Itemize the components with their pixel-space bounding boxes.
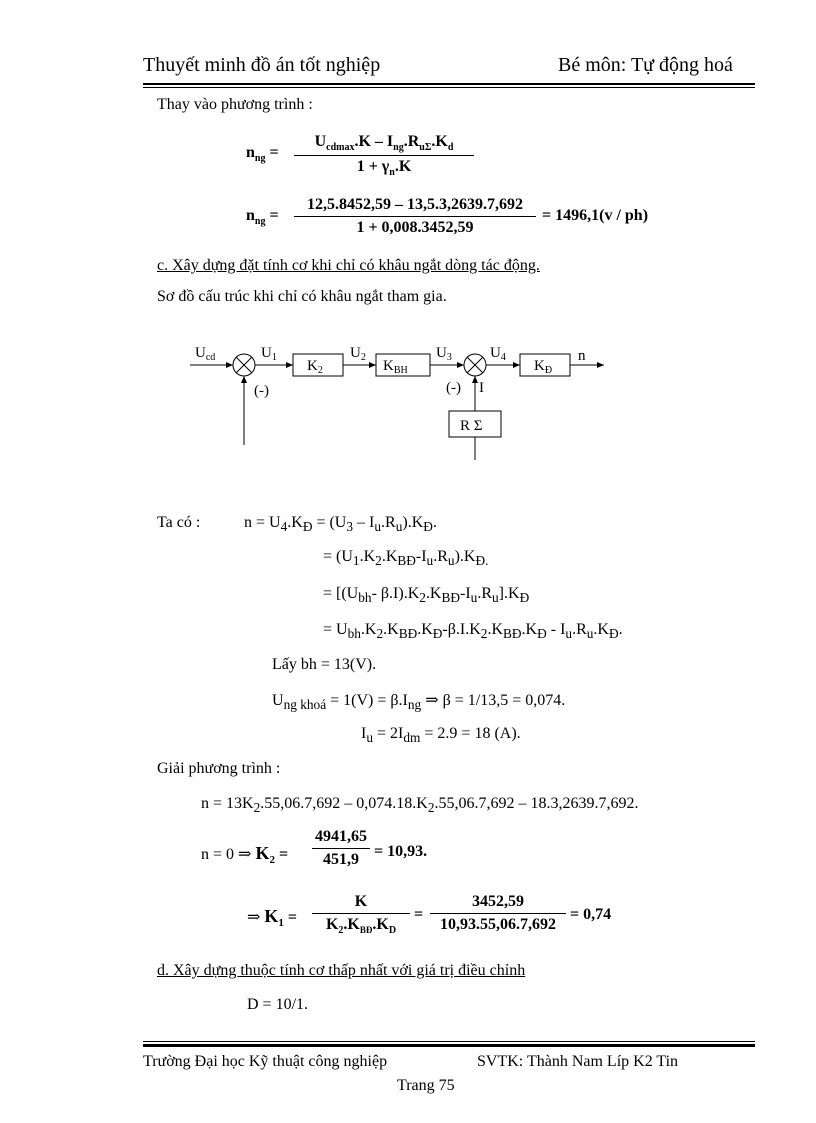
label-current-i: I (479, 380, 484, 396)
k1-lhs: ⇒ $K_1$ = (247, 906, 298, 930)
label-kbh: $K_{BH}$ (383, 358, 408, 376)
derivation-line-3: = [($U_{bh}-$ $\beta.I).K_2.K_{BĐ}-I_u.R_u].K_Đ$ (323, 585, 530, 606)
section-d-text: D = 10/1. (247, 996, 309, 1013)
section-d-heading: d. Xây dựng thuộc tính cơ thấp nhất với giá trị điều chỉnh (157, 962, 526, 979)
block-diagram (190, 335, 610, 460)
derivation-line-6: $U_{ng khoá} = 1(V) = \beta.I_{ng}$ ⇒ β = 1/13,5 = 0,074. (272, 692, 566, 713)
eq2-lhs: $n_{ng}$ = (246, 207, 279, 228)
label-kd: $K_Đ$ (534, 358, 553, 376)
header-right: Bé môn: Tự động hoá (558, 54, 733, 76)
derivation-line-2: = $(U_1.K_2.K_{BĐ}-I_u.R_u).K_{Đ.}$ (323, 548, 489, 569)
label-k2: $K_2$ (307, 358, 323, 376)
solve-equation: $n = 13K_2.55,06.7,692 - 0,074.18.K_2.55,06.7,692 - 18.3,2639.7,692$. (201, 795, 639, 816)
eq1-fraction: $U_{cdmax}.K - I_{ng}.R_{u\Sigma}.K_d$ $1 + \gamma_n.K$ (294, 133, 474, 178)
eq1-lhs: $n_{ng}$ = (246, 144, 279, 165)
eq2-result: = 1496,1(v / ph) (542, 207, 649, 224)
derivation-line-1: $n = U_4.K_Đ = (U_3 - I_u.R_u).K_Đ$. (244, 514, 437, 535)
section-c-heading: c. Xây dựng đặt tính cơ khi chỉ có khâu ngắt dòng tác động. (157, 257, 540, 274)
derivation-line-7: $I_u = 2I_{dm} = 2.9 = 18$ (A). (361, 725, 521, 746)
footer-rule-thin (143, 1041, 755, 1042)
header-rule-thin (143, 87, 755, 88)
k1-fraction-numeric: 3452,59 10,93.55,06.7,692 (430, 893, 566, 934)
k1-fraction-symbolic: K $K_2.K_{BĐ}.K_D$ (312, 893, 410, 936)
page-number: Trang 75 (397, 1077, 455, 1094)
derivation-label: Ta có : (157, 514, 201, 531)
derivation-line-4: = $U_{bh}.K_2.K_{BĐ}.K_Đ-\beta.I.K_2.K_{BĐ}.K_Đ - I_u.R_u.K_Đ$. (323, 621, 623, 642)
solve-label: Giải phương trình : (157, 760, 281, 777)
header-left: Thuyết minh đồ án tốt nghiệp (143, 54, 381, 76)
label-u4: $U_4$ (490, 345, 506, 363)
eq2-fraction: 12,5.8452,59 – 13,5.3,2639.7,692 1 + 0,008.3452,59 (294, 196, 536, 237)
k2-fraction: 4941,65 451,9 (312, 828, 370, 869)
label-u1: $U_1$ (261, 345, 277, 363)
section-c-text: Sơ đồ cấu trúc khi chỉ có khâu ngắt tham gia. (157, 288, 447, 305)
label-n: n (578, 348, 586, 364)
k1-equals: = (414, 906, 424, 923)
label-minus-1: (-) (254, 383, 269, 399)
derivation-line-5: Lấy bh = 13(V). (272, 656, 377, 673)
label-minus-2: (-) (446, 380, 461, 396)
k1-result: = 0,74 (570, 906, 612, 923)
k2-lhs: n = 0 ⇒ $K_2$ = (201, 843, 289, 867)
footer-rule-thick (143, 1044, 755, 1047)
label-u2: $U_2$ (350, 345, 366, 363)
k2-result: = 10,93. (374, 843, 428, 860)
label-u3: $U_3$ (436, 345, 452, 363)
footer-left: Trường Đại học Kỹ thuật công nghiệp (143, 1053, 388, 1070)
label-ucd: $U_{cd}$ (195, 345, 216, 363)
intro-text: Thay vào phương trình : (157, 96, 313, 113)
footer-right: SVTK: Thành Nam Líp K2 Tin (477, 1053, 679, 1070)
label-rsum: R Σ (460, 418, 483, 434)
header-rule-thick (143, 83, 755, 85)
